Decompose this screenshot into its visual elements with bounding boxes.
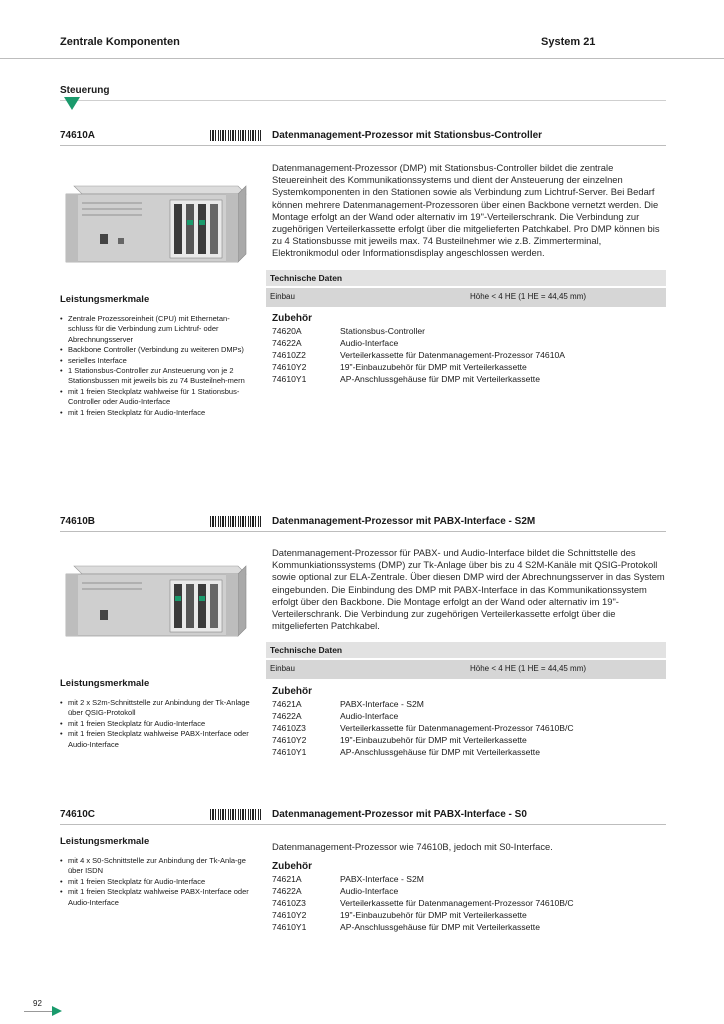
product-b-tech-row (266, 660, 666, 679)
product-a-title: Datenmanagement-Prozessor mit Stationsbus-Controller (272, 130, 543, 141)
product-b-description: Datenmanagement-Prozessor für PABX- und Audio-Interface bildet die Schnittstelle des Kommunkiationssystems (DMP) zur Tk-Anlage über bis zu 4 S2M-Kanäle mit QSIG-Protokoll sowie optional zur ELA-Zentrale. Über diesen DMP wird der Abrechnungsserver in das System eingebunden. Die Einbindung des DMP mit PABX-Interface in das Kommunikationssystem erfolgt über den Backbone. Die Montage erfolgt an der Wand oder alternativ im 19"-Verteilerschrank. Die Verbindung zur zugehörigen Verteilerkassette erfolgt über die mitgelieferten Patchkabel. (272, 547, 665, 632)
feature-item: • serielles Interface (60, 356, 250, 366)
feature-item: • 1 Stationsbus-Controller zur Ansteuerung von je 2 Stationsbussen mit jeweils bis zu 74 Busteilneh-mern (60, 366, 250, 387)
product-a-zubehoer-head: Zubehör (272, 313, 312, 324)
product-c-zubehoer-head: Zubehör (272, 861, 312, 872)
feature-item: • mit 2 x S2m-Schnittstelle zur Anbindung der Tk-Anlage über QSIG-Protokoll (60, 698, 250, 719)
product-b-number: 74610B (60, 516, 96, 527)
header-divider (0, 58, 724, 59)
product-b-features-title: Leistungsmerkmale (60, 678, 150, 689)
feature-item: • mit 1 freien Steckplatz für Audio-Interface (60, 719, 250, 729)
product-b-features (60, 698, 250, 750)
feature-item: • Zentrale Prozessoreinheit (CPU) mit Ethernetan-schluss für die Verbindung zum Lichtruf- oder Abrechnungsserver (60, 314, 250, 345)
product-c-description: Datenmanagement-Prozessor wie 74610B, jedoch mit S0-Interface. (272, 841, 553, 852)
product-c-barcode-icon (210, 809, 262, 820)
accessory-row: 74610Y1 AP-Anschlussgehäuse für DMP mit Verteilerkassette (272, 922, 540, 932)
section-divider (60, 100, 666, 101)
product-a-tech-value: Höhe < 4 HE (1 HE = 44,45 mm) (470, 292, 587, 301)
product-a-tech-label: Technische Daten (266, 270, 666, 286)
product-c-title: Datenmanagement-Prozessor mit PABX-Interface - S0 (272, 809, 527, 820)
accessory-row: 74610Y2 19"-Einbauzubehör für DMP mit Verteilerkassette (272, 735, 527, 745)
page-number: 92 (33, 999, 42, 1008)
product-a-features (60, 314, 250, 418)
footer-arrow-icon (52, 1006, 62, 1016)
section-triangle-icon (64, 97, 80, 111)
header-right: System 21 (541, 36, 596, 48)
product-a-accessories (272, 325, 565, 385)
product-a-description: Datenmanagement-Prozessor (DMP) mit Stationsbus-Controller bildet die zentrale Steuereinheit des Kommunikationssystems und dient der Ansteuerung der einzelnen Systemkomponenten in den Stationen sowie als Verbindung zum Lichtruf-Server. Bei Bedarf können mehrere Datenmanagement-Prozessoren über einen Backbone vernetzt werden. Die Montage erfolgt an der Wand oder alternativ im 19"-Verteilerschrank. Die Verbindung zur zugehörigen Verteilerkassette erfolgt über die mitgelieferten Patchkabel. Pro DMP können bis zu 4 Stationsbusse mit jeweils max. 74 Busteilnehmer wie z.B. Zimmerterminal, Elektronikmodul oder Informationsdisplay angeschlossen werden. (272, 162, 660, 259)
accessory-row: 74622A Audio-Interface (272, 711, 399, 721)
product-b-divider (60, 531, 666, 532)
product-a-divider (60, 145, 666, 146)
feature-item: • mit 1 freien Steckplatz wahlweise PABX-Interface oder Audio-Interface (60, 729, 250, 750)
accessory-row: 74621A PABX-Interface - S2M (272, 699, 424, 709)
accessory-row: 74622A Audio-Interface (272, 886, 399, 896)
accessory-row: 74610Z3 Verteilerkassette für Datenmanagement-Prozessor 74610B/C (272, 723, 574, 733)
feature-item: • mit 1 freien Steckplatz für Audio-Interface (60, 408, 250, 418)
product-b-barcode-icon (210, 516, 262, 527)
accessory-row: 74610Z3 Verteilerkassette für Datenmanagement-Prozessor 74610B/C (272, 898, 574, 908)
product-b-title: Datenmanagement-Prozessor mit PABX-Interface - S2M (272, 516, 536, 527)
section-title: Steuerung (60, 85, 110, 96)
accessory-row: 74621A PABX-Interface - S2M (272, 874, 424, 884)
feature-item: • Backbone Controller (Verbindung zu weiteren DMPs) (60, 345, 250, 355)
product-c-accessories (272, 873, 574, 933)
product-a-features-title: Leistungsmerkmale (60, 294, 150, 305)
accessory-row: 74622A Audio-Interface (272, 338, 399, 348)
accessory-row: 74610Y2 19"-Einbauzubehör für DMP mit Verteilerkassette (272, 362, 527, 372)
product-a-tech-row (266, 288, 666, 307)
product-c-features (60, 856, 250, 908)
product-b-tech-value: Höhe < 4 HE (1 HE = 44,45 mm) (470, 664, 587, 673)
product-c-features-title: Leistungsmerkmale (60, 836, 150, 847)
product-b-zubehoer-head: Zubehör (272, 686, 312, 697)
product-c-divider (60, 824, 666, 825)
product-c-number: 74610C (60, 809, 96, 820)
product-b-device-image (60, 560, 248, 642)
product-b-tech-label: Technische Daten (266, 642, 666, 658)
accessory-row: 74620A Stationsbus-Controller (272, 326, 426, 336)
feature-item: • mit 1 freien Steckplatz wahlweise für 1 Stationsbus-Controller oder Audio-Interface (60, 387, 250, 408)
product-a-tech-key: Einbau (270, 292, 295, 301)
accessory-row: 74610Y1 AP-Anschlussgehäuse für DMP mit Verteilerkassette (272, 747, 540, 757)
feature-item: • mit 1 freien Steckplatz für Audio-Interface (60, 877, 250, 887)
product-b-tech-key: Einbau (270, 664, 295, 673)
feature-item: • mit 4 x S0-Schnittstelle zur Anbindung der Tk-Anla-ge über ISDN (60, 856, 250, 877)
accessory-row: 74610Z2 Verteilerkassette für Datenmanagement-Prozessor 74610A (272, 350, 565, 360)
accessory-row: 74610Y1 AP-Anschlussgehäuse für DMP mit Verteilerkassette (272, 374, 540, 384)
accessory-row: 74610Y2 19"-Einbauzubehör für DMP mit Verteilerkassette (272, 910, 527, 920)
product-a-barcode-icon (210, 130, 262, 141)
product-a-device-image (60, 180, 248, 268)
header-left: Zentrale Komponenten (60, 36, 180, 48)
footer-rule (24, 1011, 52, 1012)
product-a-number: 74610A (60, 130, 96, 141)
product-b-accessories (272, 698, 574, 758)
feature-item: • mit 1 freien Steckplatz wahlweise PABX-Interface oder Audio-Interface (60, 887, 250, 908)
